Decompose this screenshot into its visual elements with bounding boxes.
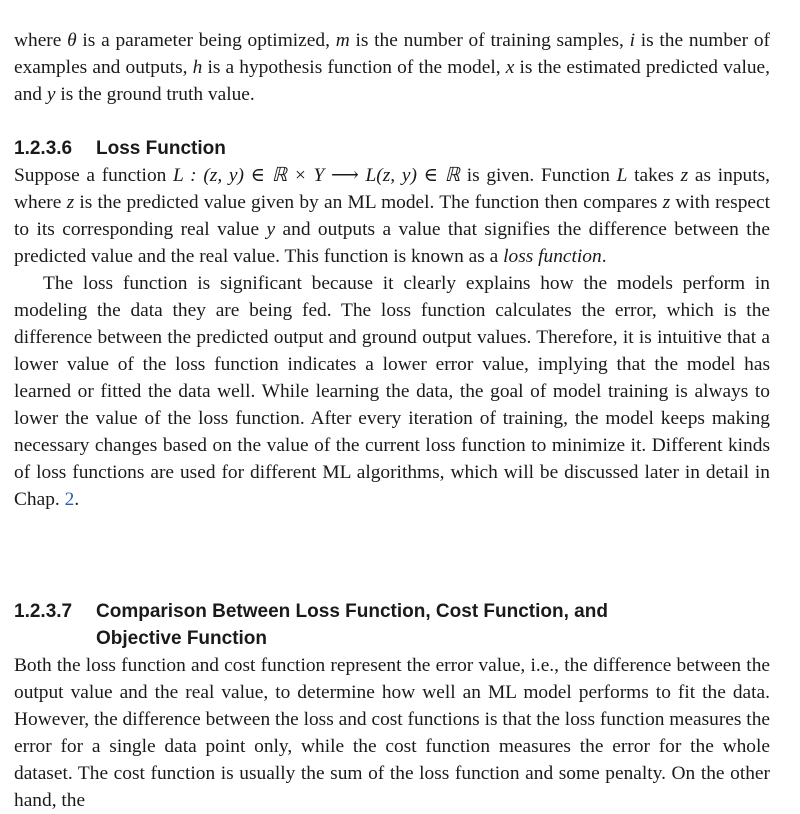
section-1237 (14, 598, 770, 814)
intro-paragraph (14, 27, 770, 108)
chapter-link[interactable]: 2 (64, 489, 75, 510)
text-run: takes (627, 165, 681, 186)
symbol-z: z (66, 192, 75, 213)
text-run: The loss function is significant because it clearly explains how the models perform in modeling the data they are being fed. The loss function calculates the error, which is the difference between the predicted output and ground output values. Therefore, it is intuitive that a lower value of the loss function indicates a lower error value, implying that the model has learned or fitted the data well. While learning the data, the goal of model training is always to lower the value of the loss function. After every iteration of training, the model keeps making necessary changes based on the value of the current loss function to minimize it. Different kinds of loss functions are used for different ML algorithms, which will be discussed later in detail in Chap. (14, 273, 770, 510)
intro-paragraph-block (14, 27, 770, 108)
text-run: with respect to its corresponding real value (14, 192, 771, 240)
section-heading (14, 598, 770, 625)
symbol-z: z (662, 192, 671, 213)
text-run: is the number of training samples, (349, 30, 630, 51)
section-paragraph (14, 162, 770, 270)
section-number: 1.2.3.7 (14, 601, 73, 622)
section-1236 (14, 135, 770, 513)
text-run: . (74, 489, 80, 510)
text-run: is the number of examples and outputs, (14, 30, 770, 78)
text-run: . (601, 246, 607, 267)
symbol-L: L (616, 165, 628, 186)
text-run: is a parameter being optimized, (76, 30, 336, 51)
symbol-x: x (505, 57, 515, 78)
symbol-i: i (629, 30, 635, 51)
section-heading (14, 135, 770, 162)
section-title-line2: Objective Function (96, 628, 268, 649)
symbol-y: y (266, 219, 276, 240)
text-run: where (14, 30, 68, 51)
section-paragraph (14, 652, 770, 814)
text-run: is a hypothesis function of the model, (202, 57, 506, 78)
term-loss-function: loss function (503, 246, 602, 267)
symbol-m: m (335, 30, 350, 51)
text-run: Both the loss function and cost function represent the error value, i.e., the difference between the output value and the real value, to determine how well an ML model performs to fit the data. However, the difference between the loss and cost functions is that the loss function measures the error for a single data point only, while the cost function measures the error for the whole dataset. The cost function is usually the sum of the loss function and some penalty. On the other hand, the (14, 655, 770, 811)
section-paragraph (14, 270, 770, 513)
section-number: 1.2.3.6 (14, 138, 73, 159)
symbol-theta: θ (67, 30, 77, 51)
section-title-line1: Comparison Between Loss Function, Cost Function, and (96, 601, 608, 622)
loss-formula: L : (z, y) ∈ ℝ × Y ⟶ L(z, y) ∈ ℝ (173, 165, 461, 186)
symbol-h: h (192, 57, 203, 78)
text-run: is the estimated predicted value, and (14, 57, 770, 105)
symbol-y: y (46, 84, 56, 105)
symbol-z: z (680, 165, 689, 186)
text-run: is given. Function (460, 165, 617, 186)
section-title: Loss Function (96, 138, 226, 159)
section-heading-continued (14, 625, 770, 652)
text-run: as inputs, where (14, 165, 771, 213)
text-run: is the ground truth value. (55, 84, 255, 105)
text-run: and outputs a value that signifies the difference between the predicted value and the real value. This function is known as a (14, 219, 770, 267)
text-run: is the predicted value given by an ML model. The function then compares (74, 192, 663, 213)
text-run: Suppose a function (14, 165, 174, 186)
